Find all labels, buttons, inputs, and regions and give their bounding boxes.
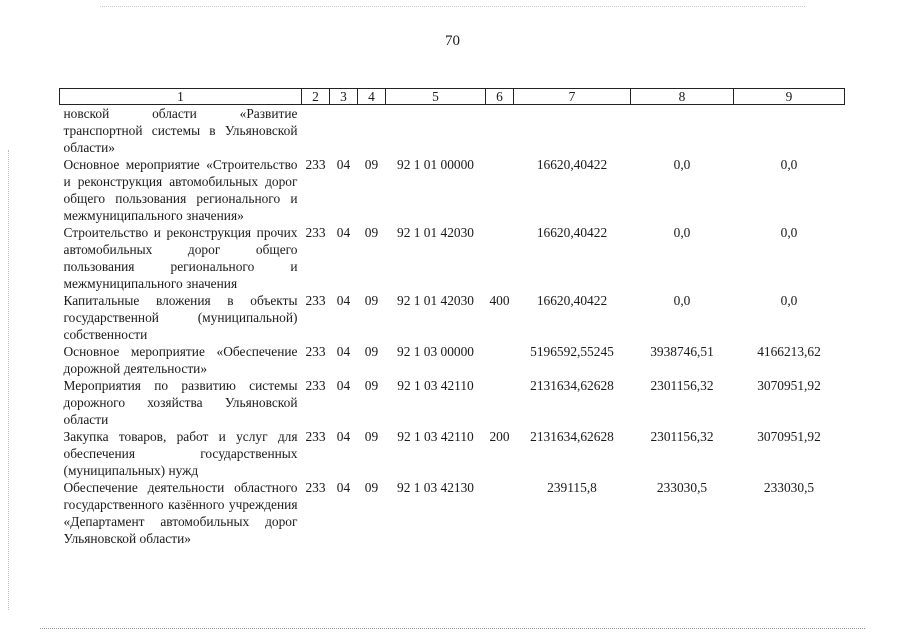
row-cell-c7: 16620,40422 bbox=[536, 225, 608, 240]
row-cell-c3: 04 bbox=[336, 225, 351, 240]
row-cell-c9: 3070951,92 bbox=[757, 378, 821, 393]
row-cell-c7: 2131634,62628 bbox=[530, 429, 614, 444]
column-header: 9 bbox=[734, 89, 845, 105]
row-cell-c5 bbox=[386, 105, 486, 157]
row-cell-c6 bbox=[486, 156, 514, 224]
row-cell-c3: 04 bbox=[336, 344, 351, 359]
row-cell-c5: 92 1 01 42030 bbox=[397, 225, 474, 240]
row-cell-c8 bbox=[631, 105, 734, 157]
header-row bbox=[60, 89, 845, 105]
row-cell-c3: 04 bbox=[336, 157, 351, 172]
scan-artifact-left-edge bbox=[8, 150, 10, 610]
row-cell-c7: 239115,8 bbox=[547, 480, 597, 495]
row-cell-c2: 233 bbox=[305, 344, 326, 359]
row-cell-c7: 16620,40422 bbox=[536, 157, 608, 172]
row-name-cell: Мероприятия по развитию системы дорожного хозяйства Ульяновской области bbox=[63, 378, 298, 427]
row-cell-c6: 200 bbox=[489, 429, 510, 444]
row-cell-c3 bbox=[330, 105, 358, 157]
row-cell-c8: 0,0 bbox=[673, 225, 691, 240]
row-cell-c9: 233030,5 bbox=[763, 480, 815, 495]
row-cell-c9: 3070951,92 bbox=[757, 429, 821, 444]
row-cell-c5: 92 1 03 42110 bbox=[397, 429, 474, 444]
row-cell-c9 bbox=[734, 105, 845, 157]
row-cell-c7: 16620,40422 bbox=[536, 293, 608, 308]
row-cell-c6 bbox=[486, 479, 514, 547]
row-cell-c4: 09 bbox=[364, 157, 379, 172]
row-cell-c4: 09 bbox=[364, 225, 379, 240]
row-cell-c5: 92 1 03 42130 bbox=[397, 480, 474, 495]
column-header: 4 bbox=[358, 89, 386, 105]
row-cell-c2: 233 bbox=[305, 378, 326, 393]
column-header: 3 bbox=[330, 89, 358, 105]
row-cell-c7: 2131634,62628 bbox=[530, 378, 614, 393]
row-name-cell: Основное мероприятие «Обеспечение дорожной деятельности» bbox=[63, 344, 298, 376]
row-cell-c9: 0,0 bbox=[780, 157, 798, 172]
row-cell-c6 bbox=[486, 343, 514, 377]
row-cell-c3: 04 bbox=[336, 429, 351, 444]
row-cell-c5: 92 1 03 42110 bbox=[397, 378, 474, 393]
budget-table bbox=[59, 88, 845, 547]
row-cell-c4: 09 bbox=[364, 293, 379, 308]
row-cell-c6 bbox=[486, 224, 514, 292]
row-name-cell: Обеспечение деятельности областного государственного казённого учреждения «Департамент автомобильных дорог Ульяновской области» bbox=[63, 480, 298, 546]
row-cell-c2: 233 bbox=[305, 480, 326, 495]
row-cell-c8: 0,0 bbox=[673, 157, 691, 172]
table-row bbox=[60, 428, 845, 479]
column-header: 5 bbox=[386, 89, 486, 105]
row-cell-c4: 09 bbox=[364, 344, 379, 359]
column-header: 2 bbox=[302, 89, 330, 105]
column-header: 1 bbox=[60, 89, 302, 105]
row-cell-c8: 2301156,32 bbox=[650, 378, 714, 393]
row-cell-c4 bbox=[358, 105, 386, 157]
table-row bbox=[60, 292, 845, 343]
row-cell-c8: 2301156,32 bbox=[650, 429, 714, 444]
row-cell-c7: 5196592,55245 bbox=[530, 344, 614, 359]
table-row bbox=[60, 105, 845, 157]
row-cell-c2: 233 bbox=[305, 157, 326, 172]
row-cell-c2: 233 bbox=[305, 429, 326, 444]
row-cell-c6 bbox=[486, 105, 514, 157]
scan-artifact-bottom bbox=[40, 628, 865, 630]
row-cell-c3: 04 bbox=[336, 378, 351, 393]
row-cell-c6 bbox=[486, 377, 514, 428]
table-row bbox=[60, 343, 845, 377]
row-cell-c9: 0,0 bbox=[780, 293, 798, 308]
column-header: 7 bbox=[514, 89, 631, 105]
row-cell-c8: 3938746,51 bbox=[650, 344, 714, 359]
row-name-cell: Закупка товаров, работ и услуг для обеспечения государственных (муниципальных) нужд bbox=[63, 429, 298, 478]
scan-artifact-top bbox=[100, 6, 805, 8]
row-name-cell: Основное мероприятие «Строительство и реконструкция автомобильных дорог общего пользования регионального и межмуниципального значения» bbox=[63, 157, 298, 223]
table-row bbox=[60, 479, 845, 547]
row-cell-c7 bbox=[514, 105, 631, 157]
row-name-cell: новской области «Развитие транспортной системы в Ульяновской области» bbox=[63, 106, 298, 155]
row-cell-c8: 233030,5 bbox=[656, 480, 708, 495]
row-cell-c3: 04 bbox=[336, 480, 351, 495]
row-name-cell: Капитальные вложения в объекты государственной (муниципальной) собственности bbox=[63, 293, 298, 342]
row-cell-c8: 0,0 bbox=[673, 293, 691, 308]
column-header: 8 bbox=[631, 89, 734, 105]
row-cell-c9: 0,0 bbox=[780, 225, 798, 240]
row-cell-c4: 09 bbox=[364, 429, 379, 444]
page-number: 70 bbox=[445, 33, 460, 49]
row-cell-c5: 92 1 03 00000 bbox=[397, 344, 474, 359]
table-row bbox=[60, 377, 845, 428]
row-cell-c5: 92 1 01 00000 bbox=[397, 157, 474, 172]
row-cell-c6: 400 bbox=[489, 293, 510, 308]
column-header: 6 bbox=[486, 89, 514, 105]
row-cell-c2 bbox=[302, 105, 330, 157]
row-cell-c9: 4166213,62 bbox=[757, 344, 821, 359]
row-cell-c5: 92 1 01 42030 bbox=[397, 293, 474, 308]
row-cell-c2: 233 bbox=[305, 293, 326, 308]
row-cell-c3: 04 bbox=[336, 293, 351, 308]
row-cell-c4: 09 bbox=[364, 480, 379, 495]
table-row bbox=[60, 224, 845, 292]
row-name-cell: Строительство и реконструкция прочих автомобильных дорог общего пользования регионального и межмуниципального значения bbox=[63, 225, 298, 291]
table-row bbox=[60, 156, 845, 224]
row-cell-c2: 233 bbox=[305, 225, 326, 240]
row-cell-c4: 09 bbox=[364, 378, 379, 393]
